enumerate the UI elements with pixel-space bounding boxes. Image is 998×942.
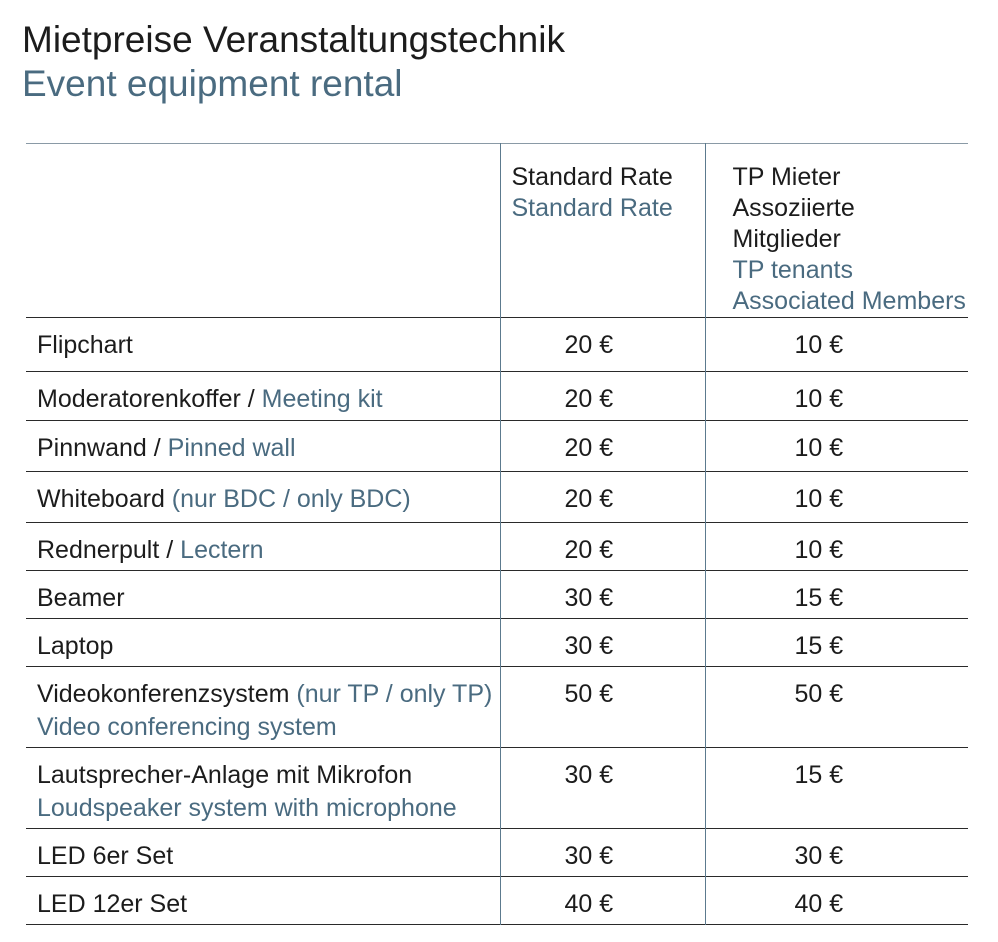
tenant-price-cell: 10 € <box>705 523 968 571</box>
table-row <box>26 877 968 925</box>
item-name-line <box>37 582 500 615</box>
standard-price-cell: 40 € <box>500 877 705 925</box>
table-row <box>26 829 968 877</box>
header-tenant-de-1: TP Mieter <box>732 163 841 191</box>
item-name-en: Lectern <box>173 536 264 564</box>
item-name-cell <box>26 748 500 829</box>
tenant-price-cell: 30 € <box>705 829 968 877</box>
tenant-price-cell: 15 € <box>705 571 968 619</box>
item-name-de: Whiteboard <box>37 485 165 513</box>
item-name-cell <box>26 829 500 877</box>
standard-price-cell: 20 € <box>500 421 705 472</box>
header-standard-en: Standard Rate <box>511 194 673 222</box>
item-name-cell <box>26 372 500 421</box>
tenant-price-cell: 50 € <box>705 667 968 748</box>
item-name-line <box>37 888 500 921</box>
standard-price-cell: 30 € <box>500 571 705 619</box>
table-row <box>26 667 968 748</box>
table-row <box>26 372 968 421</box>
title-german: Mietpreise Veranstaltungstechnik <box>22 19 565 60</box>
table-row <box>26 571 968 619</box>
item-name-line <box>37 432 500 465</box>
item-name-de: LED 12er Set <box>37 890 188 918</box>
item-name-de: Lautsprecher-Anlage mit Mikrofon <box>37 761 413 789</box>
item-name-en-line: Video conferencing system <box>37 713 337 741</box>
item-name-de: Rednerpult <box>37 536 160 564</box>
item-name-en: Pinned wall <box>160 434 296 462</box>
table-row <box>26 523 968 571</box>
table-row <box>26 421 968 472</box>
item-name-separator: / <box>159 536 174 564</box>
header-tenant-en-2: Associated Members <box>732 287 966 315</box>
item-name-line <box>37 630 500 663</box>
item-name-cell <box>26 318 500 372</box>
item-name-line <box>37 483 500 516</box>
item-name-de: Flipchart <box>37 331 133 359</box>
tenant-price-cell: 10 € <box>705 421 968 472</box>
item-name-line <box>37 759 500 792</box>
tenant-price-cell: 15 € <box>705 748 968 829</box>
header-standard-de: Standard Rate <box>511 163 673 191</box>
page-title <box>22 18 565 106</box>
tenant-price-cell: 10 € <box>705 318 968 372</box>
table-row <box>26 619 968 667</box>
tenant-price-cell: 10 € <box>705 472 968 523</box>
table-row <box>26 318 968 372</box>
item-name-cell <box>26 619 500 667</box>
item-name-separator: / <box>240 385 255 413</box>
item-name-en-line: Loudspeaker system with microphone <box>37 794 457 822</box>
item-name-cell <box>26 667 500 748</box>
item-name-line <box>37 383 500 416</box>
item-name-en: (nur TP / only TP) <box>289 680 493 708</box>
item-name-de: Moderatorenkoffer <box>37 385 241 413</box>
table-header-row <box>26 144 968 318</box>
item-name-de: Beamer <box>37 584 125 612</box>
standard-price-cell: 20 € <box>500 318 705 372</box>
standard-price-cell: 30 € <box>500 748 705 829</box>
header-standard-rate <box>500 144 705 318</box>
tenant-price-cell: 15 € <box>705 619 968 667</box>
standard-price-cell: 20 € <box>500 523 705 571</box>
header-tenant-de-2: Assoziierte Mitglieder <box>732 194 855 253</box>
title-english: Event equipment rental <box>22 63 403 104</box>
item-name-line <box>37 534 500 567</box>
item-name-cell <box>26 571 500 619</box>
item-name-de: LED 6er Set <box>37 842 174 870</box>
item-name-de: Pinnwand <box>37 434 147 462</box>
item-name-cell <box>26 421 500 472</box>
item-name-cell <box>26 472 500 523</box>
standard-price-cell: 20 € <box>500 372 705 421</box>
item-name-cell <box>26 877 500 925</box>
item-name-de: Videokonferenzsystem <box>37 680 290 708</box>
item-name-line <box>37 840 500 873</box>
standard-price-cell: 30 € <box>500 619 705 667</box>
tenant-price-cell: 40 € <box>705 877 968 925</box>
header-tenant-en-1: TP tenants <box>732 256 853 284</box>
item-name-line <box>37 678 500 711</box>
rental-price-table <box>26 143 968 925</box>
header-tenant-rate <box>705 144 968 318</box>
table-row <box>26 472 968 523</box>
standard-price-cell: 50 € <box>500 667 705 748</box>
item-name-line <box>37 329 500 362</box>
item-name-de: Laptop <box>37 632 114 660</box>
item-name-separator: / <box>146 434 161 462</box>
standard-price-cell: 30 € <box>500 829 705 877</box>
table-row <box>26 748 968 829</box>
tenant-price-cell: 10 € <box>705 372 968 421</box>
standard-price-cell: 20 € <box>500 472 705 523</box>
item-name-en: Meeting kit <box>254 385 383 413</box>
item-name-en: (nur BDC / only BDC) <box>164 485 411 513</box>
header-item-column <box>26 144 500 318</box>
item-name-cell <box>26 523 500 571</box>
